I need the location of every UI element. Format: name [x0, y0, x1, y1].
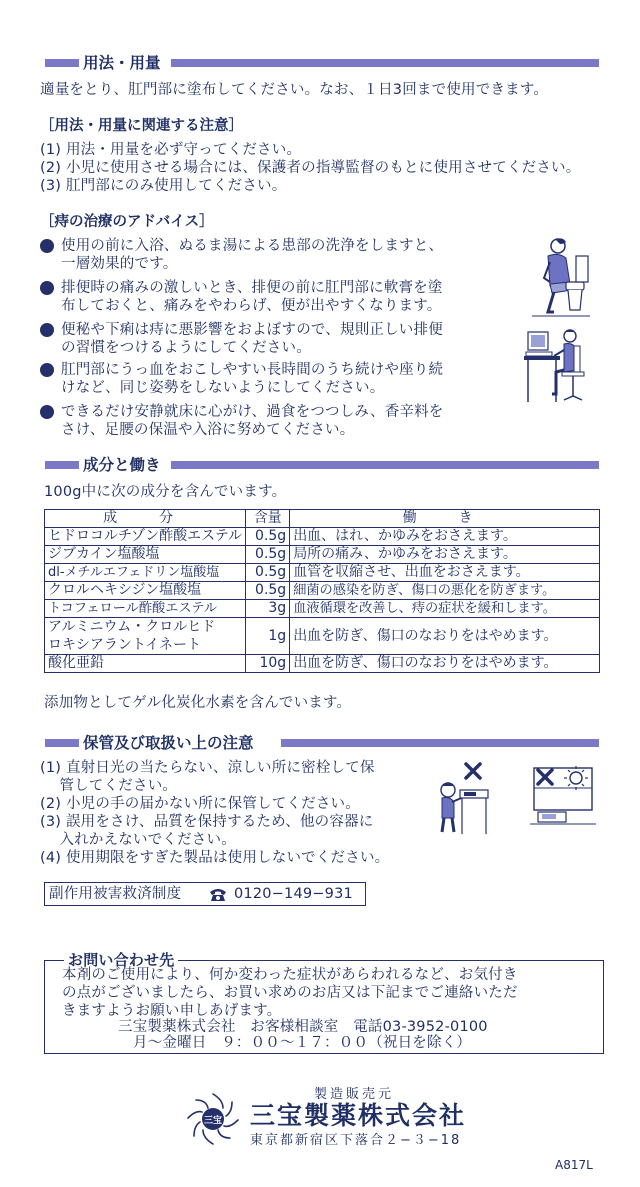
maker-role: 製造販売元 [314, 1087, 395, 1102]
advice-title: ［痔の治療のアドバイス］ [40, 214, 214, 230]
header-bar-right [171, 461, 599, 469]
ingredient-effect: 出血を防ぎ、傷口のなおりをはやめます。 [290, 655, 600, 673]
company-logo [184, 1090, 242, 1148]
header-bar-left [45, 59, 79, 67]
advice-line: 一層効果的です。 [61, 256, 178, 272]
inquiry-line: の点がございましたら、お買い求めのお店又は下記までご連絡いただ [62, 985, 518, 1001]
ingredient-amount: 0.5g [246, 528, 290, 546]
ingredient-name: クロルヘキシジン塩酸塩 [45, 582, 246, 600]
ingredient-amount: 10g [246, 655, 290, 673]
table-row [45, 564, 600, 582]
ingredient-name: ヒドロコルチゾン酢酸エステル [45, 528, 246, 546]
ingredient-effect: 細菌の感染を防ぎ、傷口の悪化を防ぎます。 [290, 582, 600, 600]
inquiry-line: きますようお願い申しあげます。 [62, 1003, 282, 1019]
table-row [45, 618, 600, 655]
usage-note: (1) 用法・用量を必ず守ってください。 [40, 142, 302, 158]
table-row [45, 546, 600, 564]
usage-text: 適量をとり、肛門部に塗布してください。なお、１日3回まで使用できます。 [40, 82, 549, 98]
ingredient-effect: 血液循環を改善し、痔の症状を緩和します。 [290, 600, 600, 618]
inquiry-hours-line: 月〜金曜日 ９：００〜１７：００（祝日を除く） [133, 1035, 472, 1051]
inquiry-title: お問い合わせ先 [68, 951, 175, 969]
advice-line: 使用の前に入浴、ぬるま湯による患部の洗浄をしますと、 [61, 238, 444, 254]
advice-line: さけ、足腰の保温や入浴に努めてください。 [61, 422, 355, 438]
ingredient-effect: 血管を収縮させ、出血をおさえます。 [290, 564, 600, 582]
usage-note: (2) 小児に使用させる場合には、保護者の指導監督のもとに使用させてください。 [40, 160, 581, 176]
sunlight-warning-illustration [528, 764, 598, 828]
advice-line: 肛門部にうっ血をおこしやすい長時間のうち続けや座り続 [61, 362, 444, 378]
ingredient-amount: 3g [246, 600, 290, 618]
child-reaching-warning-illustration [430, 760, 494, 836]
phone-icon [208, 887, 228, 902]
storage-line: 管してください。 [40, 778, 178, 794]
advice-line: 便秘や下痢は痔に悪影響をおよぼすので、規則正しい排便 [61, 322, 443, 338]
advice-line: の習慣をつけるようにしてください。 [61, 340, 311, 356]
table-row [45, 528, 600, 546]
maker-address: 東京都新宿区下落合２−３−18 [250, 1133, 462, 1148]
usage-note: (3) 肛門部にのみ使用してください。 [40, 178, 287, 194]
usage-notes-title: ［用法・用量に関連する注意］ [40, 118, 243, 134]
ingredient-effect: 出血を防ぎ、傷口のなおりをはやめます。 [290, 618, 600, 655]
additive-note: 添加物としてゲル化炭化水素を含んでいます。 [44, 695, 352, 711]
ingredient-amount: 0.5g [246, 546, 290, 564]
ingredient-amount: 1g [246, 618, 290, 655]
person-sitting-toilet-illustration [528, 236, 592, 320]
advice-line: できるだけ安静就床に心がけ、過食をつつしみ、香辛料を [61, 404, 444, 420]
storage-header [45, 733, 599, 753]
bullet-dot [40, 363, 54, 377]
table-row [45, 582, 600, 600]
ingredient-name: トコフェロール酢酸エステル [45, 600, 246, 618]
advice-line: 布しておくと、痛みをやわらげ、便が出やすくなります。 [61, 298, 442, 314]
ingredient-amount: 0.5g [246, 582, 290, 600]
header-bar-left [45, 461, 79, 469]
storage-line: (3) 誤用をさけ、品質を保持するため、他の容器に [40, 814, 374, 830]
ingredient-effect: 出血、はれ、かゆみをおさえます。 [290, 528, 600, 546]
maker-name: 三宝製薬株式会社 [250, 1101, 467, 1130]
advice-line: 排便時の痛みの激しいとき、排便の前に肛門部に軟膏を塗 [61, 280, 443, 296]
ingredients-table [44, 509, 600, 673]
ingredients-header [45, 455, 599, 475]
bullet-dot [40, 323, 54, 337]
usage-header [45, 53, 599, 73]
table-row [45, 655, 600, 673]
bullet-dot [40, 239, 54, 253]
ingredient-name: ジブカイン塩酸塩 [45, 546, 246, 564]
column-header-ingredient: 成 分 [45, 510, 246, 528]
column-header-amount: 含量 [246, 510, 290, 528]
header-bar-left [45, 739, 79, 747]
bullet-dot [40, 405, 54, 419]
ingredient-amount: 0.5g [246, 564, 290, 582]
header-bar-right [171, 59, 599, 67]
storage-title: 保管及び取扱い上の注意 [83, 734, 254, 752]
column-header-effect: 働 き [290, 510, 600, 528]
relief-system-box [44, 882, 366, 906]
usage-title: 用法・用量 [83, 54, 161, 72]
ingredient-name: 酸化亜鉛 [45, 655, 246, 673]
storage-line: 入れかえないでください。 [40, 832, 236, 848]
ingredient-name: dl-メチルエフェドリン塩酸塩 [45, 564, 246, 582]
ingredient-effect: 局所の痛み、かゆみをおさえます。 [290, 546, 600, 564]
ingredients-intro: 100g中に次の成分を含んでいます。 [44, 484, 287, 500]
relief-phone-number: 0120−149−931 [234, 886, 353, 902]
table-row [45, 600, 600, 618]
header-bar-right [281, 739, 599, 747]
table-header-row [45, 510, 600, 528]
advice-line: けなど、同じ姿勢をしないようにしてください。 [61, 380, 385, 396]
bullet-dot [40, 281, 54, 295]
inquiry-company-line: 三宝製薬株式会社 お客様相談室 電話03-3952-0100 [118, 1019, 488, 1035]
ingredients-title: 成分と働き [83, 456, 161, 474]
person-at-computer-illustration [524, 326, 596, 404]
inquiry-line: 本剤のご使用により、何か変わった症状があらわれるなど、お気付き [62, 967, 518, 983]
ingredient-name: アルミニウム・クロルヒド ロキシアラントイネート [45, 618, 246, 655]
product-code: A817L [555, 1158, 593, 1172]
storage-line: (2) 小児の手の届かない所に保管してください。 [40, 796, 360, 812]
relief-system-label: 副作用被害救済制度 [49, 886, 182, 902]
logo-text: 三宝 [203, 1116, 223, 1126]
storage-line: (1) 直射日光の当たらない、涼しい所に密栓して保 [40, 760, 375, 776]
storage-line: (4) 使用期限をすぎた製品は使用しないでください。 [40, 850, 390, 866]
